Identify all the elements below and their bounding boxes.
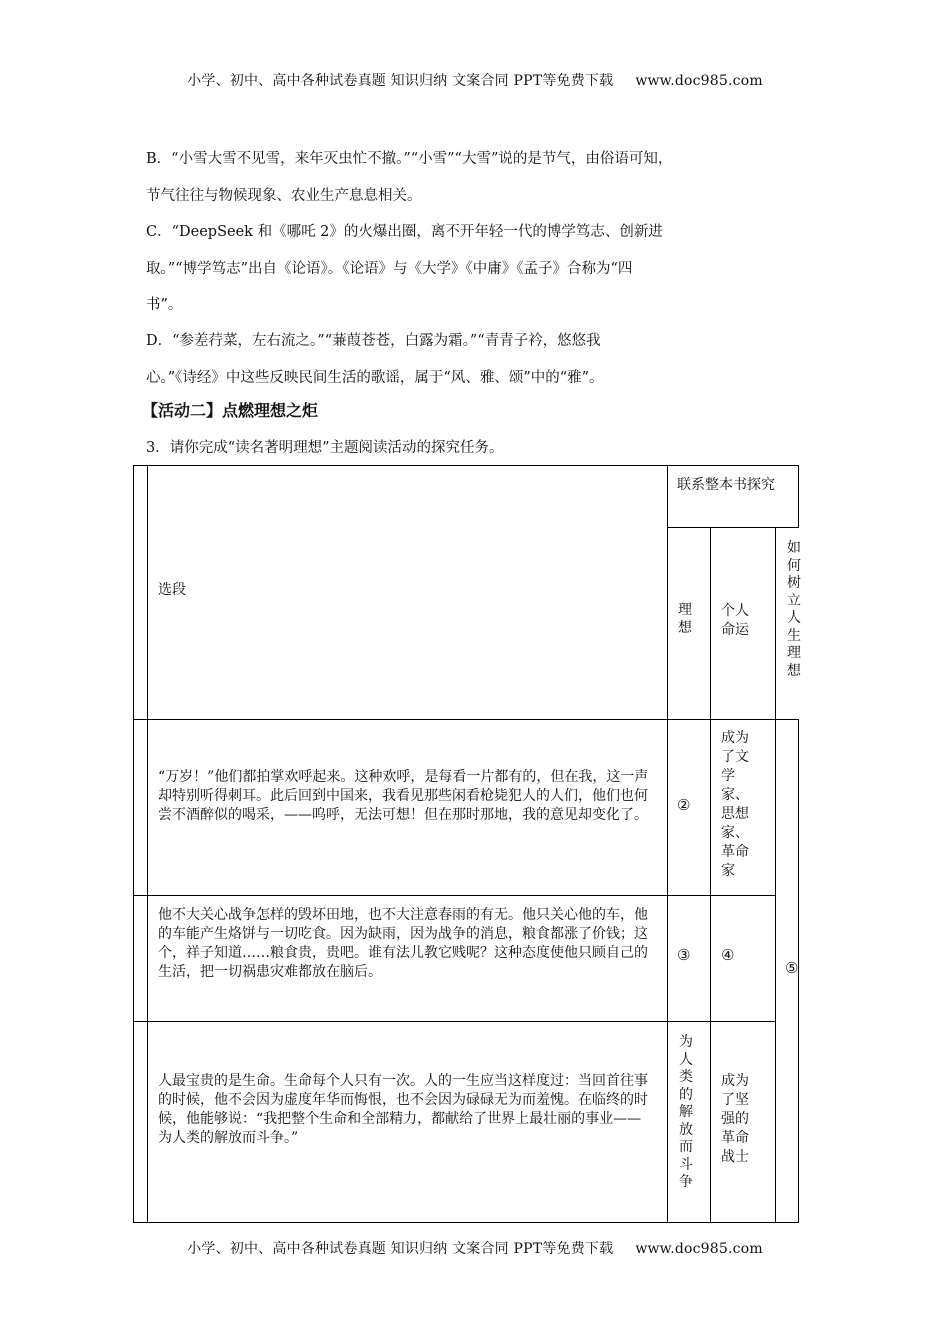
footer-text: 小学、初中、高中各种试卷真题 知识归纳 文案合同 PPT等免费下载	[187, 1241, 614, 1257]
option-b-line-1: B．“小雪大雪不见雪，来年灭虫忙不撤。”“小雪”“大雪”说的是节气，由俗语可知，	[146, 151, 673, 167]
row3-ideal: 为人类的解放而斗争	[679, 1034, 693, 1190]
row2-passage: 他不大关心战争怎样的毁坏田地，也不大注意春雨的有无。他只关心他的车，他的车能产生烙饼与一切吃食。因为缺雨，因为战争的消息，粮食都涨了价钱；这个，祥子知道……粮食贵，贵吧。谁有法儿教它贱呢？这种态度使他只顾自己的生活，把一切祸患灾难都放在脑后。	[158, 907, 648, 980]
header-group: 联系整本书探究	[677, 477, 775, 493]
footer-url[interactable]: www.doc985.com	[635, 1241, 763, 1257]
header-url[interactable]: www.doc985.com	[635, 73, 763, 89]
row2-fate: ④	[721, 946, 735, 964]
row1-passage: “万岁！”他们都拍掌欢呼起来。这种欢呼，是每看一片都有的，但在我，这一声却特别听得刺耳。此后回到中国来，我看见那些闲看枪毙犯人的人们，他们也何尝不酒醉似的喝采，——呜呼，无法可想！但在那时那地，我的意见却变化了。	[158, 769, 649, 823]
table-border-row1	[133, 895, 776, 896]
question-prompt: 3．请你完成“读名著明理想”主题阅读活动的探究任务。	[146, 440, 504, 456]
header-passage: 选段	[158, 582, 186, 598]
option-d-line-1: D．“参差荇菜，左右流之。”“蒹葭苍苍，白露为霜。”“青青子衿，悠悠我	[146, 333, 601, 349]
option-d-line-2: 心。”《诗经》中这些反映民间生活的歌谣，属于“风、雅、颂”中的“雅”。	[146, 370, 604, 386]
row1-fate: 成为了文学家、思想家、革命家	[721, 730, 749, 879]
table-border-index	[147, 465, 148, 1223]
row1-ideal: ②	[677, 796, 691, 814]
header-how: 如何树立人生理想	[787, 540, 801, 679]
option-c-line-1: C．“DeepSeek 和《哪吒 2》的火爆出圈，离不开年轻一代的博学笃志、创新进	[146, 224, 663, 240]
table-border-fate	[775, 527, 776, 1223]
table-border-header-bottom	[133, 719, 799, 720]
row3-fate: 成为了坚强的革命战士	[721, 1073, 749, 1165]
row2-ideal: ③	[677, 946, 691, 964]
table-border-right-top	[798, 465, 799, 527]
header-text: 小学、初中、高中各种试卷真题 知识归纳 文案合同 PPT等免费下载	[187, 73, 614, 89]
option-c-line-3: 书”。	[146, 297, 183, 313]
page-footer	[0, 1238, 950, 1258]
option-c-line-2: 取。”“博学笃志”出自《论语》。《论语》与《大学》《中庸》《孟子》合称为“四	[146, 261, 633, 277]
header-fate: 个人命运	[721, 603, 749, 638]
table-border-left	[133, 465, 134, 1223]
table-border-bottom	[133, 1222, 799, 1223]
option-b-line-2: 节气往往与物候现象、农业生产息息相关。	[146, 188, 422, 204]
table-border-ideal	[710, 527, 711, 1223]
table-border-group	[667, 527, 799, 528]
table-border-passage	[667, 465, 668, 1223]
how-answer: ⑤	[785, 959, 799, 977]
row3-passage: 人最宝贵的是生命。生命每个人只有一次。人的一生应当这样度过：当回首往事的时候，他不会因为虚度年华而悔恨，也不会因为碌碌无为而羞愧。在临终的时候，他能够说：“我把整个生命和全部精力，都献给了世界上最壮丽的事业——为人类的解放而斗争。”	[158, 1073, 648, 1146]
header-ideal: 理想	[678, 602, 692, 636]
table-border-row2	[133, 1021, 776, 1022]
page-header	[0, 70, 950, 90]
table-border-top	[133, 465, 799, 466]
activity-heading: 【活动二】点燃理想之炬	[142, 401, 319, 420]
